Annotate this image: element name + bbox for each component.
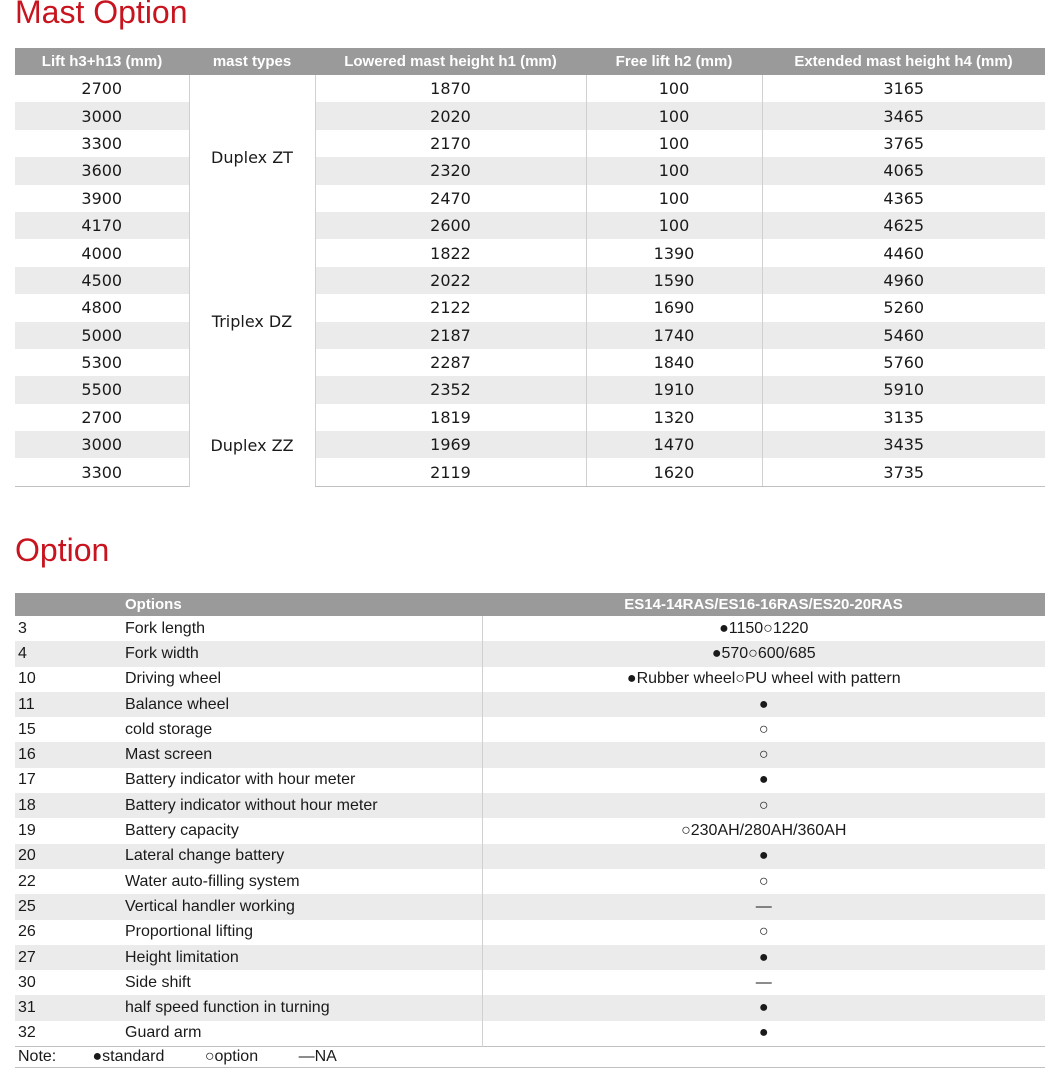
extended-height-cell: 5260	[762, 294, 1045, 321]
mast-row	[15, 130, 1045, 157]
option-title: Option	[15, 532, 110, 568]
lift-cell: 4170	[15, 212, 189, 239]
option-row	[15, 793, 1045, 818]
option-row	[15, 818, 1045, 843]
option-value-cell: ○	[482, 793, 1045, 818]
option-name-cell: Fork width	[121, 641, 482, 666]
lift-cell: 5500	[15, 376, 189, 403]
free-lift-cell: 100	[586, 185, 762, 212]
lowered-height-cell: 2287	[315, 349, 586, 376]
lift-cell: 3600	[15, 157, 189, 184]
lowered-height-cell: 2352	[315, 376, 586, 403]
lowered-height-cell: 2119	[315, 458, 586, 486]
free-lift-cell: 1590	[586, 267, 762, 294]
lowered-height-cell: 1969	[315, 431, 586, 458]
lowered-height-cell: 2600	[315, 212, 586, 239]
lowered-height-cell: 2320	[315, 157, 586, 184]
extended-height-cell: 4365	[762, 185, 1045, 212]
option-value-cell: ●	[482, 945, 1045, 970]
option-value-cell: —	[482, 894, 1045, 919]
option-number-cell: 10	[18, 670, 36, 688]
option-row	[15, 692, 1045, 717]
option-number-cell: 18	[15, 793, 121, 818]
mast-row	[15, 239, 1045, 266]
extended-height-cell: 3165	[762, 75, 1045, 102]
free-lift-cell: 100	[586, 130, 762, 157]
lowered-height-cell: 1822	[315, 239, 586, 266]
lowered-height-cell: 2020	[315, 102, 586, 129]
option-number-cell: 26	[18, 923, 36, 941]
option-value-cell: ○	[482, 869, 1045, 894]
note-row	[15, 1047, 1045, 1068]
free-lift-cell: 1620	[586, 458, 762, 486]
free-lift-cell: 100	[586, 157, 762, 184]
option-name-cell: Battery indicator without hour meter	[121, 793, 482, 818]
mast-row	[15, 404, 1045, 431]
lowered-height-cell: 2187	[315, 322, 586, 349]
option-number-cell: 31	[15, 995, 121, 1020]
option-number-cell: 25	[15, 894, 121, 919]
option-number-cell: 27	[15, 945, 121, 970]
option-row	[15, 995, 1045, 1020]
option-name-cell: Battery indicator with hour meter	[125, 771, 356, 789]
extended-height-cell: 3735	[762, 458, 1045, 486]
note-label: Note:	[18, 1048, 57, 1066]
mast-option-table	[15, 48, 1045, 487]
note-cell	[15, 1047, 1045, 1068]
lift-cell: 3300	[15, 458, 189, 486]
option-value-cell: ○230AH/280AH/360AH	[482, 818, 1045, 843]
option-name-cell: Battery capacity	[125, 822, 239, 840]
mast-type-cell: Duplex ZZ	[189, 404, 315, 487]
option-row	[15, 641, 1045, 666]
option-value-cell: ●Rubber wheel○PU wheel with pattern	[482, 667, 1045, 692]
option-row	[15, 945, 1045, 970]
lift-cell: 3000	[15, 102, 189, 129]
header-model: ES14-14RAS/ES16-16RAS/ES20-20RAS	[482, 593, 1045, 616]
extended-height-cell: 3465	[762, 102, 1045, 129]
lift-cell: 5300	[81, 353, 123, 373]
free-lift-cell: 1390	[586, 239, 762, 266]
header-options: Options	[121, 593, 482, 616]
option-value-cell: ●	[482, 995, 1045, 1020]
header-lowered-height: Lowered mast height h1 (mm)	[315, 48, 586, 75]
option-name-cell: Balance wheel	[121, 692, 482, 717]
option-value-cell: ○	[482, 717, 1045, 742]
option-value-cell: ●	[482, 692, 1045, 717]
option-value-cell: ●	[482, 1021, 1045, 1047]
extended-height-cell: 5910	[762, 376, 1045, 403]
header-lift: Lift h3+h13 (mm)	[15, 48, 189, 75]
mast-row	[15, 431, 1045, 458]
extended-height-cell: 4625	[762, 212, 1045, 239]
extended-height-cell: 4460	[762, 239, 1045, 266]
option-value-cell: ●1150○1220	[482, 616, 1045, 641]
free-lift-cell: 1910	[586, 376, 762, 403]
mast-row	[15, 157, 1045, 184]
lift-cell: 3300	[81, 133, 123, 153]
option-value-cell: ○	[482, 920, 1045, 945]
option-value-cell: ○	[482, 742, 1045, 767]
option-number-cell: 15	[18, 720, 36, 738]
extended-height-cell: 5760	[762, 349, 1045, 376]
option-row	[15, 970, 1045, 995]
option-name-cell: cold storage	[125, 720, 213, 738]
option-name-cell: Fork length	[125, 619, 206, 637]
free-lift-cell: 1740	[586, 322, 762, 349]
extended-height-cell: 5460	[762, 322, 1045, 349]
lift-cell: 2700	[81, 79, 123, 99]
option-value-cell: ●	[482, 768, 1045, 793]
free-lift-cell: 1470	[586, 431, 762, 458]
note-na: —NA	[298, 1048, 337, 1066]
option-number-cell: 16	[15, 742, 121, 767]
lift-cell: 2700	[81, 407, 123, 427]
mast-row	[15, 267, 1045, 294]
lowered-height-cell: 2022	[315, 267, 586, 294]
lift-cell: 4500	[15, 267, 189, 294]
option-row	[15, 844, 1045, 869]
option-name-cell: Mast screen	[121, 742, 482, 767]
mast-row	[15, 102, 1045, 129]
option-row	[15, 616, 1045, 641]
mast-row	[15, 294, 1045, 321]
mast-row	[15, 458, 1045, 486]
mast-header-row	[15, 48, 1045, 75]
mast-row	[15, 349, 1045, 376]
option-name-cell: Lateral change battery	[121, 844, 482, 869]
option-name-cell: Guard arm	[125, 1024, 202, 1042]
lift-cell: 4000	[81, 243, 123, 263]
lowered-height-cell: 1819	[315, 404, 586, 431]
option-number-cell: 17	[18, 771, 36, 789]
option-value-cell: ●570○600/685	[482, 641, 1045, 666]
option-name-cell: Water auto-filling system	[125, 872, 300, 890]
option-row	[15, 1021, 1045, 1047]
option-number-cell: 19	[18, 822, 36, 840]
option-number-cell: 32	[18, 1024, 36, 1042]
mast-option-title: Mast Option	[15, 0, 188, 30]
option-name-cell: half speed function in turning	[121, 995, 482, 1020]
mast-row	[15, 75, 1045, 102]
option-name-cell: Driving wheel	[125, 670, 222, 688]
free-lift-cell: 1320	[586, 404, 762, 431]
option-name-cell: Height limitation	[121, 945, 482, 970]
option-name-cell: Side shift	[125, 973, 191, 991]
option-row	[15, 667, 1045, 692]
lift-cell: 3000	[15, 431, 189, 458]
option-table	[15, 593, 1045, 1068]
header-number	[15, 593, 121, 616]
option-row	[15, 869, 1045, 894]
extended-height-cell: 3765	[762, 130, 1045, 157]
mast-type-cell: Duplex ZT	[189, 75, 315, 239]
option-name-cell: Proportional lifting	[125, 923, 254, 941]
free-lift-cell: 1690	[586, 294, 762, 321]
option-row	[15, 742, 1045, 767]
option-number-cell: 22	[18, 872, 36, 890]
option-row	[15, 920, 1045, 945]
option-number-cell: 30	[18, 973, 36, 991]
mast-type-cell: Triplex DZ	[189, 239, 315, 403]
lowered-height-cell: 2170	[315, 130, 586, 157]
lift-cell: 4800	[81, 298, 123, 318]
free-lift-cell: 100	[586, 75, 762, 102]
mast-row	[15, 212, 1045, 239]
free-lift-cell: 100	[586, 102, 762, 129]
option-row	[15, 717, 1045, 742]
mast-row	[15, 185, 1045, 212]
extended-height-cell: 4960	[762, 267, 1045, 294]
extended-height-cell: 3135	[762, 404, 1045, 431]
option-number-cell: 11	[15, 692, 121, 717]
option-number-cell: 3	[18, 619, 27, 637]
note-option: ○option	[204, 1048, 259, 1066]
option-header-row	[15, 593, 1045, 616]
mast-row	[15, 376, 1045, 403]
lift-cell: 5000	[15, 322, 189, 349]
header-free-lift: Free lift h2 (mm)	[586, 48, 762, 75]
lift-cell: 3900	[81, 188, 123, 208]
header-mast-types: mast types	[189, 48, 315, 75]
header-extended-height: Extended mast height h4 (mm)	[762, 48, 1045, 75]
option-row	[15, 894, 1045, 919]
mast-row	[15, 322, 1045, 349]
option-row	[15, 768, 1045, 793]
free-lift-cell: 1840	[586, 349, 762, 376]
option-number-cell: 20	[15, 844, 121, 869]
lowered-height-cell: 2470	[315, 185, 586, 212]
option-value-cell: —	[482, 970, 1045, 995]
lowered-height-cell: 2122	[315, 294, 586, 321]
free-lift-cell: 100	[586, 212, 762, 239]
lowered-height-cell: 1870	[315, 75, 586, 102]
extended-height-cell: 4065	[762, 157, 1045, 184]
option-number-cell: 4	[15, 641, 121, 666]
option-value-cell: ●	[482, 844, 1045, 869]
note-standard: ●standard	[92, 1048, 165, 1066]
extended-height-cell: 3435	[762, 431, 1045, 458]
option-name-cell: Vertical handler working	[121, 894, 482, 919]
